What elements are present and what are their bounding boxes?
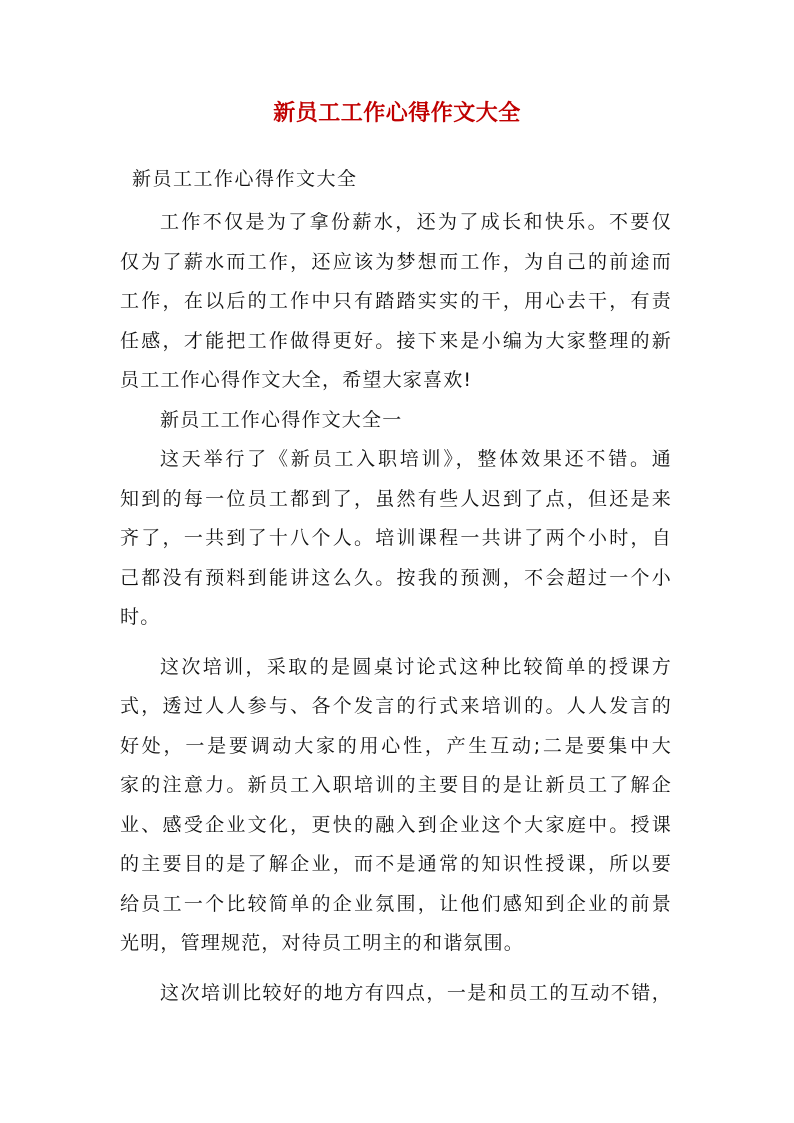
paragraph-line: 知到的每一位员工都到了，虽然有些人迟到了点，但还是来	[120, 487, 672, 510]
paragraph-line: 工作不仅是为了拿份薪水，还为了成长和快乐。不要仅	[160, 211, 672, 233]
paragraph-line: 家的注意力。新员工入职培训的主要目的是让新员工了解企	[120, 774, 672, 796]
paragraph-line: 的主要目的是了解企业，而不是通常的知识性授课，所以要	[120, 853, 672, 875]
paragraph-line: 这次培训，采取的是圆桌讨论式这种比较简单的授课方	[160, 655, 672, 678]
paragraph-line: 这次培训比较好的地方有四点，一是和员工的互动不错，	[160, 981, 672, 1004]
paragraph-line: 己都没有预料到能讲这么久。按我的预测，不会超过一个小	[120, 566, 672, 589]
paragraph-line: 这天举行了《新员工入职培训》，整体效果还不错。通	[160, 448, 672, 470]
paragraph-gap	[120, 638, 672, 648]
paragraph-line: 工作，在以后的工作中只有踏踏实实的干，用心去干，有责	[120, 290, 672, 312]
paragraph-line: 任感，才能把工作做得更好。接下来是小编为大家整理的新	[120, 329, 672, 352]
section-heading: 新员工工作心得作文大全一	[160, 408, 403, 431]
paragraph-gap	[120, 964, 672, 974]
paragraph-line: 时。	[120, 606, 161, 628]
paragraph-line: 光明，管理规范，对待员工明主的和谐氛围。	[120, 932, 525, 954]
paragraph-line: 好处，一是要调动大家的用心性，产生互动;二是要集中大	[120, 734, 672, 757]
paragraph-line: 业、感受企业文化，更快的融入到企业这个大家庭中。授课	[120, 813, 672, 836]
paragraph-line: 仅为了薪水而工作，还应该为梦想而工作，为自己的前途而	[120, 250, 672, 273]
paragraph-line: 式，透过人人参与、各个发言的行式来培训的。人人发言的	[120, 695, 672, 717]
paragraph-line: 员工工作心得作文大全，希望大家喜欢!	[120, 369, 473, 391]
paragraph-line: 齐了，一共到了十八个人。培训课程一共讲了两个小时，自	[120, 527, 672, 549]
document-subtitle: 新员工工作心得作文大全	[132, 168, 358, 190]
document-body	[120, 203, 672, 1013]
paragraph-line: 给员工一个比较简单的企业氛围，让他们感知到企业的前景	[120, 892, 672, 915]
document-title: 新员工工作心得作文大全	[273, 100, 521, 126]
